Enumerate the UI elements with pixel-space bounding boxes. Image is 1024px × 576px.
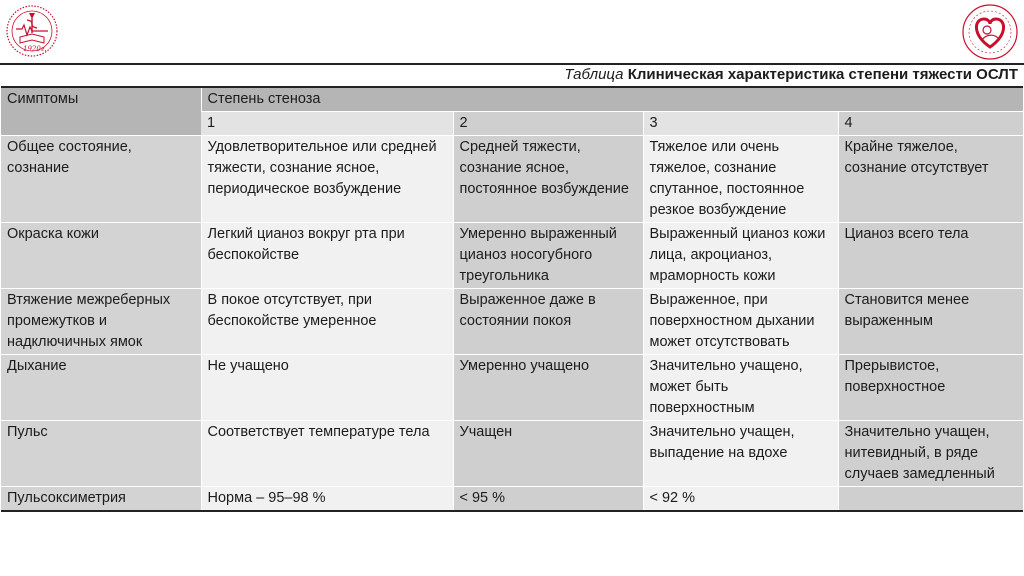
degree-cell: Соответствует температуре тела [201, 421, 453, 487]
degree-cell: Учащен [453, 421, 643, 487]
degree-cell: Прерывистое, поверхностное [838, 355, 1023, 421]
degree-cell: Становится менее выраженным [838, 289, 1023, 355]
symptom-cell: Окраска кожи [1, 223, 201, 289]
degree-cell: < 92 % [643, 487, 838, 512]
degree-4-header: 4 [838, 112, 1023, 136]
table-row [1, 289, 1023, 355]
degree-cell: Значительно учащено, может быть поверхностным [643, 355, 838, 421]
symptom-cell: Пульс [1, 421, 201, 487]
degree-cell: Выраженное, при поверхностном дыхании может отсутствовать [643, 289, 838, 355]
symptom-cell: Втяжение межреберных промежутков и надключичных ямок [1, 289, 201, 355]
degree-cell: Тяжелое или очень тяжелое, сознание спутанное, постоянное резкое возбуждение [643, 136, 838, 223]
degree-cell [838, 487, 1023, 512]
logo-year-text: 1920г. [23, 45, 47, 53]
degree-cell: Средней тяжести, сознание ясное, постоянное возбуждение [453, 136, 643, 223]
symptom-cell: Пульсоксиметрия [1, 487, 201, 512]
degree-2-header: 2 [453, 112, 643, 136]
table-row [1, 487, 1023, 512]
degree-cell: Цианоз всего тела [838, 223, 1023, 289]
degree-cell: Умеренно выраженный цианоз носогубного треугольника [453, 223, 643, 289]
degree-cell: Легкий цианоз вокруг рта при беспокойстве [201, 223, 453, 289]
degree-cell: В покое отсутствует, при беспокойстве умеренное [201, 289, 453, 355]
degree-3-header: 3 [643, 112, 838, 136]
stenosis-degree-header: Степень стеноза [201, 87, 1023, 112]
degree-1-header: 1 [201, 112, 453, 136]
table-row [1, 223, 1023, 289]
degree-cell: Удовлетворительное или средней тяжести, сознание ясное, периодическое возбуждение [201, 136, 453, 223]
degree-cell: Значительно учащен, нитевидный, в ряде случаев замедленный [838, 421, 1023, 487]
heart-logo-icon [960, 2, 1020, 62]
degree-cell: < 95 % [453, 487, 643, 512]
caption-title: Клиническая характеристика степени тяжести ОСЛТ [627, 66, 1018, 83]
degree-cell: Норма – 95–98 % [201, 487, 453, 512]
symptom-cell: Дыхание [1, 355, 201, 421]
university-logo-icon [2, 3, 62, 61]
table-row [1, 136, 1023, 223]
symptom-cell: Общее состояние, сознание [1, 136, 201, 223]
table-row [1, 355, 1023, 421]
caption-prefix: Таблица [564, 66, 624, 83]
table-caption [564, 65, 1018, 85]
degree-cell: Умеренно учащено [453, 355, 643, 421]
degree-cell: Выраженное даже в состоянии покоя [453, 289, 643, 355]
severity-table [1, 86, 1023, 512]
table-row [1, 421, 1023, 487]
degree-cell: Не учащено [201, 355, 453, 421]
symptoms-header: Симптомы [1, 87, 201, 136]
degree-cell: Крайне тяжелое, сознание отсутствует [838, 136, 1023, 223]
degree-cell: Значительно учащен, выпадение на вдохе [643, 421, 838, 487]
degree-cell: Выраженный цианоз кожи лица, акроцианоз, мраморность кожи [643, 223, 838, 289]
